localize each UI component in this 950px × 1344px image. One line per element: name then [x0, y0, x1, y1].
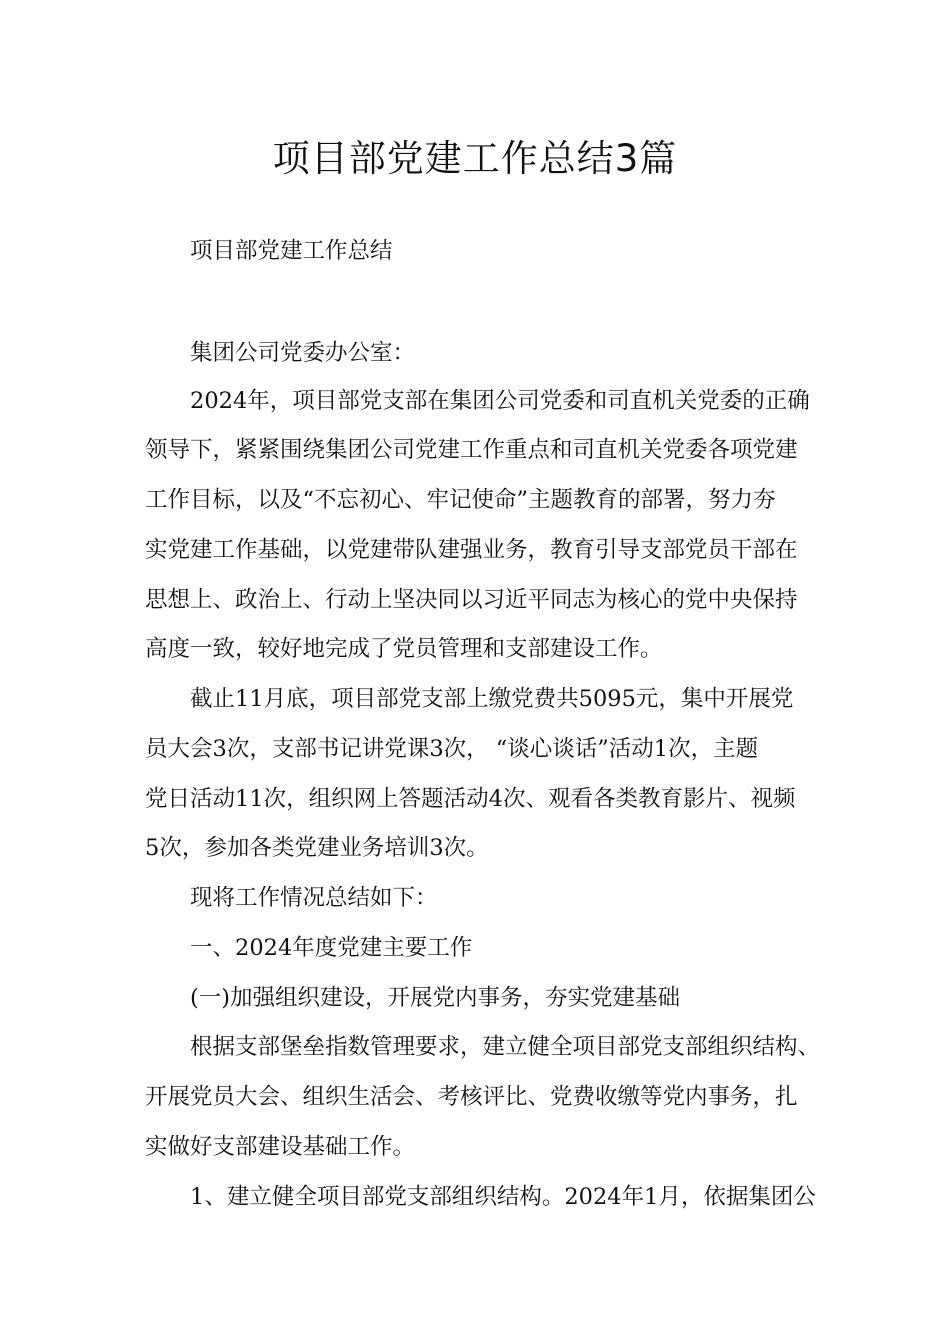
paragraph-line: 员大会3次，支部书记讲党课3次， “谈心谈话”活动1次，主题 [145, 736, 759, 762]
paragraph-line: 实党建工作基础，以党建带队建强业务，教育引导支部党员干部在 [145, 537, 798, 563]
paragraph-line: 高度一致，较好地完成了党员管理和支部建设工作。 [145, 636, 663, 662]
paragraph-line: 开展党员大会、组织生活会、考核评比、党费收缴等党内事务，扎 [145, 1084, 798, 1110]
document-title: 项目部党建工作总结3篇 [272, 137, 678, 180]
paragraph-line: 实做好支部建设基础工作。 [145, 1134, 416, 1160]
paragraph-line: 5次，参加各类党建业务培训3次。 [145, 835, 489, 861]
paragraph-line: 领导下，紧紧围绕集团公司党建工作重点和司直机关党委各项党建 [145, 437, 798, 463]
subtitle-line: 项目部党建工作总结 [190, 238, 393, 264]
paragraph-line: 根据支部堡垒指数管理要求，建立健全项目部党支部组织结构、 [190, 1034, 821, 1060]
salutation-line: 集团公司党委办公室： [190, 340, 416, 366]
paragraph-line: 工作目标，以及“不忘初心、牢记使命”主题教育的部署，努力夯 [145, 487, 776, 513]
subsection-heading: (一)加强组织建设，开展党内事务，夯实党建基础 [190, 985, 681, 1011]
paragraph-line: 思想上、政治上、行动上坚决同以习近平同志为核心的党中央保持 [145, 587, 798, 613]
paragraph-line: 现将工作情况总结如下： [190, 885, 438, 911]
paragraph-line: 2024年，项目部党支部在集团公司党委和司直机关党委的正确 [190, 388, 810, 414]
paragraph-line: 截止11月底，项目部党支部上缴党费共5095元，集中开展党 [190, 686, 794, 712]
section-heading: 一、2024年度党建主要工作 [190, 935, 473, 961]
paragraph-line: 党日活动11次，组织网上答题活动4次、观看各类教育影片、视频 [145, 786, 796, 812]
paragraph-line: 1、建立健全项目部党支部组织结构。2024年1月，依据集团公 [190, 1184, 816, 1210]
